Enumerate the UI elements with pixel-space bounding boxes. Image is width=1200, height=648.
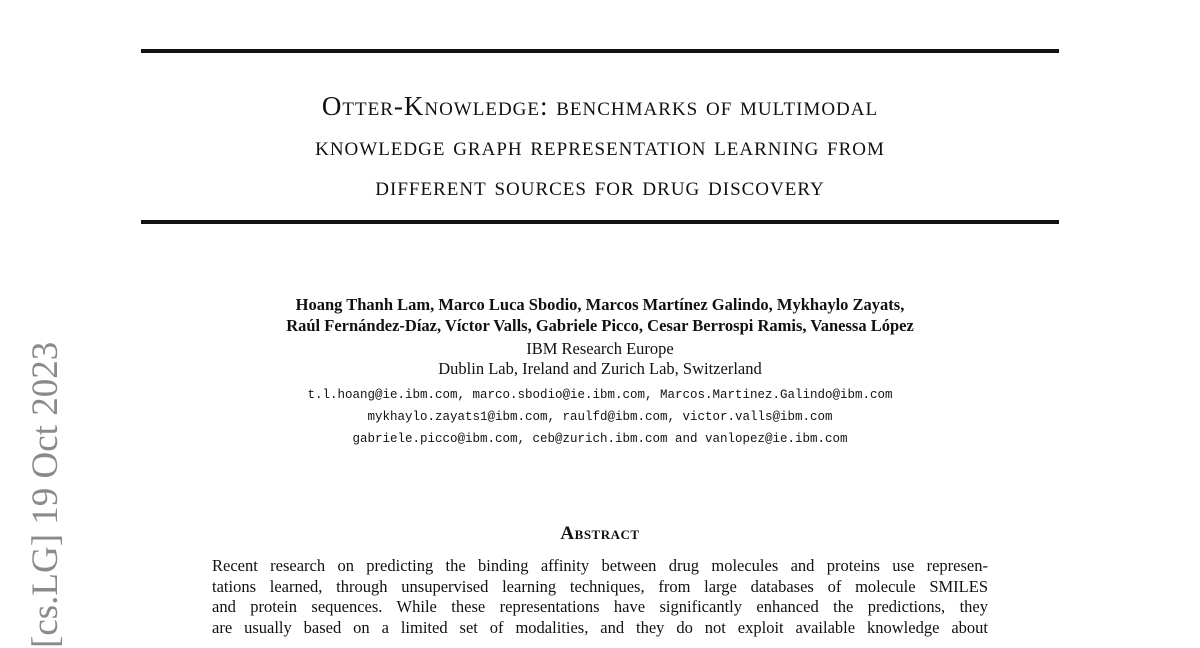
abstract-line: tations learned, through unsupervised learning techniques, from large databases of molecule SMILES: [212, 576, 988, 596]
affiliation-line: IBM Research Europe: [526, 339, 674, 358]
title-line: different sources for drug discovery: [375, 171, 825, 201]
affiliation: [141, 339, 1059, 379]
author-line: Hoang Thanh Lam, Marco Luca Sbodio, Marcos Martínez Galindo, Mykhaylo Zayats,: [295, 295, 905, 314]
email-line: t.l.hoang@ie.ibm.com, marco.sbodio@ie.ibm.com, Marcos.Martinez.Galindo@ibm.com: [307, 388, 893, 402]
title-bottom-rule: [141, 220, 1059, 224]
abstract-line: are usually based on a limited set of modalities, and they do not exploit available knowledge about: [212, 617, 988, 637]
abstract-line: and protein sequences. While these representations have significantly enhanced the predictions, they: [212, 597, 988, 617]
title-line: Otter-Knowledge: benchmarks of multimodal: [321, 91, 879, 121]
abstract-heading: Abstract: [560, 523, 640, 544]
author-line: Raúl Fernández-Díaz, Víctor Valls, Gabriele Picco, Cesar Berrospi Ramis, Vanessa López: [286, 316, 914, 335]
abstract-body: [212, 556, 988, 638]
email-line: gabriele.picco@ibm.com, ceb@zurich.ibm.com and vanlopez@ie.ibm.com: [352, 432, 848, 446]
paper-title: [141, 86, 1059, 206]
affiliation-line: Dublin Lab, Ireland and Zurich Lab, Switzerland: [438, 359, 762, 378]
title-line: knowledge graph representation learning from: [315, 131, 885, 161]
author-list: [141, 294, 1059, 336]
email-list: [141, 384, 1059, 450]
email-line: mykhaylo.zayats1@ibm.com, raulfd@ibm.com, victor.valls@ibm.com: [367, 410, 833, 424]
arxiv-side-stamp: [cs.LG] 19 Oct 2023: [25, 341, 66, 648]
abstract-line: Recent research on predicting the binding affinity between drug molecules and proteins use represen-: [212, 556, 988, 575]
title-top-rule: [141, 49, 1059, 53]
